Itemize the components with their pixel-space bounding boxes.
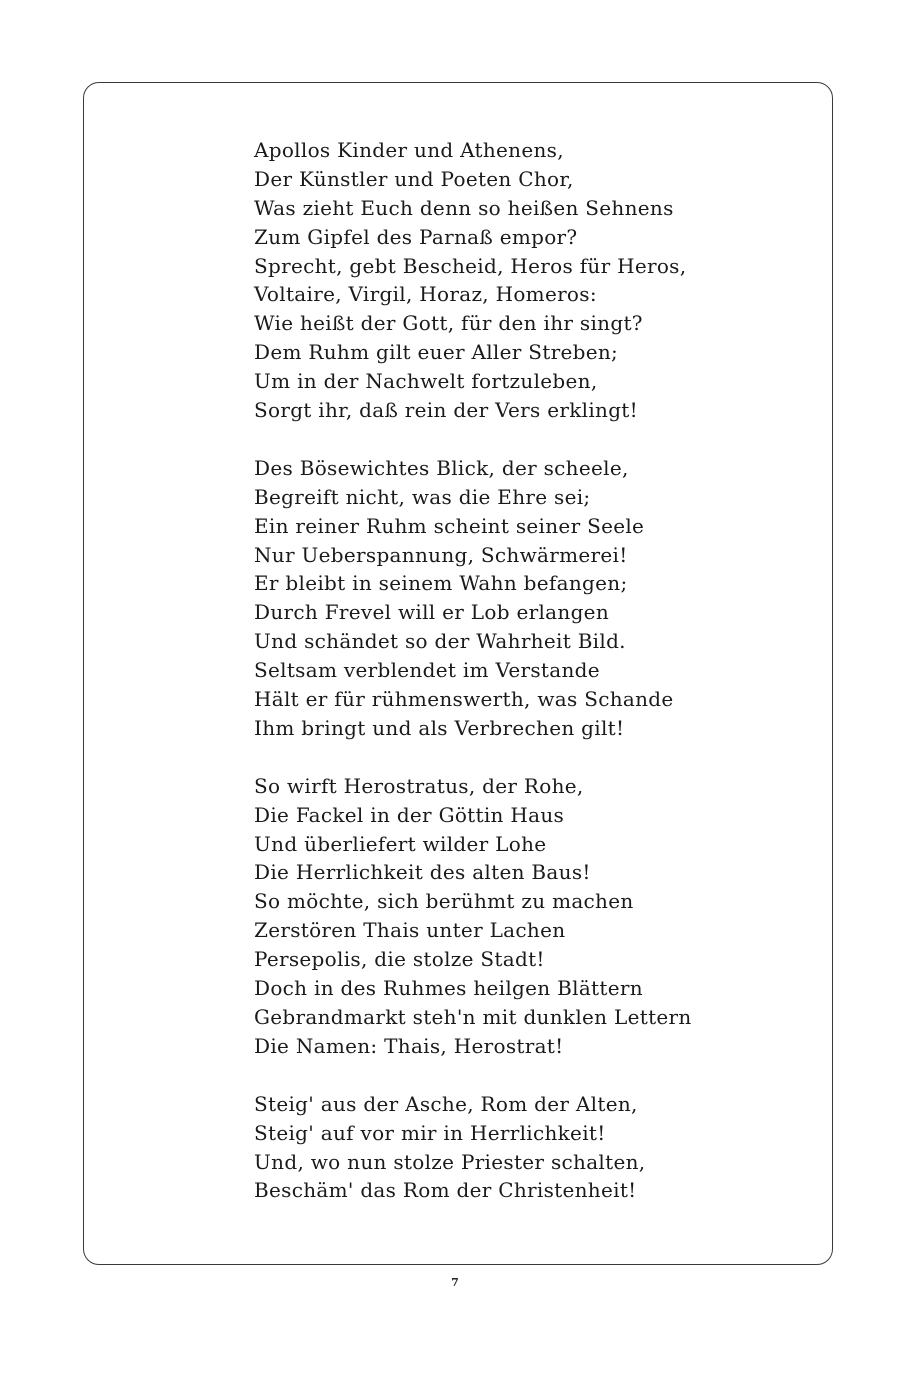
verse-line: So wirft Herostratus, der Rohe, xyxy=(254,773,584,798)
verse-line: Steig' aus der Asche, Rom der Alten, xyxy=(254,1091,638,1116)
verse-line: Durch Frevel will er Lob erlangen xyxy=(254,600,609,625)
verse-line: Der Künstler und Poeten Chor, xyxy=(254,166,574,191)
verse-line: Ihm bringt und als Verbrechen gilt! xyxy=(254,715,625,740)
verse-line: Persepolis, die stolze Stadt! xyxy=(254,947,545,972)
verse-line: Sprecht, gebt Bescheid, Heros für Heros, xyxy=(254,253,687,278)
verse-line: Voltaire, Virgil, Horaz, Homeros: xyxy=(254,282,597,307)
verse-line: Hält er für rühmenswerth, was Schande xyxy=(254,687,674,712)
stanza-2 xyxy=(254,454,724,743)
verse-line: Apollos Kinder und Athenens, xyxy=(254,138,564,162)
verse-line: So möchte, sich berühmt zu machen xyxy=(254,889,634,914)
verse-line: Steig' auf vor mir in Herrlichkeit! xyxy=(254,1120,606,1145)
verse-line: Zum Gipfel des Parnaß empor? xyxy=(254,224,578,249)
verse-line: Begreift nicht, was die Ehre sei; xyxy=(254,484,591,509)
verse-line: Die Herrlichkeit des alten Baus! xyxy=(254,860,591,885)
verse-line: Und schändet so der Wahrheit Bild. xyxy=(254,629,626,654)
page-number: 7 xyxy=(451,1276,459,1289)
verse-line: Und, wo nun stolze Priester schalten, xyxy=(254,1149,646,1174)
verse-line: Und überliefert wilder Lohe xyxy=(254,831,547,856)
verse-line: Er bleibt in seinem Wahn befangen; xyxy=(254,571,628,596)
verse-line: Nur Ueberspannung, Schwärmerei! xyxy=(254,542,628,567)
verse-line: Doch in des Ruhmes heilgen Blättern xyxy=(254,976,643,1001)
verse-line: Seltsam verblendet im Verstande xyxy=(254,658,600,683)
poem xyxy=(254,136,724,1205)
stanza-4 xyxy=(254,1090,724,1206)
verse-line: Ein reiner Ruhm scheint seiner Seele xyxy=(254,513,645,538)
verse-line: Was zieht Euch denn so heißen Sehnens xyxy=(254,195,674,220)
stanza-3 xyxy=(254,772,724,1061)
stanza-1 xyxy=(254,136,724,425)
verse-line: Gebrandmarkt steh'n mit dunklen Lettern xyxy=(254,1004,692,1029)
verse-line: Die Namen: Thais, Herostrat! xyxy=(254,1033,564,1058)
verse-line: Die Fackel in der Göttin Haus xyxy=(254,802,565,827)
verse-line: Beschäm' das Rom der Christenheit! xyxy=(254,1178,637,1203)
verse-line: Sorgt ihr, daß rein der Vers erklingt! xyxy=(254,398,638,423)
verse-line: Des Bösewichtes Blick, der scheele, xyxy=(254,455,629,480)
verse-line: Dem Ruhm gilt euer Aller Streben; xyxy=(254,340,619,365)
verse-line: Zerstören Thais unter Lachen xyxy=(254,918,566,943)
verse-line: Wie heißt der Gott, für den ihr singt? xyxy=(254,311,643,336)
verse-line: Um in der Nachwelt fortzuleben, xyxy=(254,369,598,394)
